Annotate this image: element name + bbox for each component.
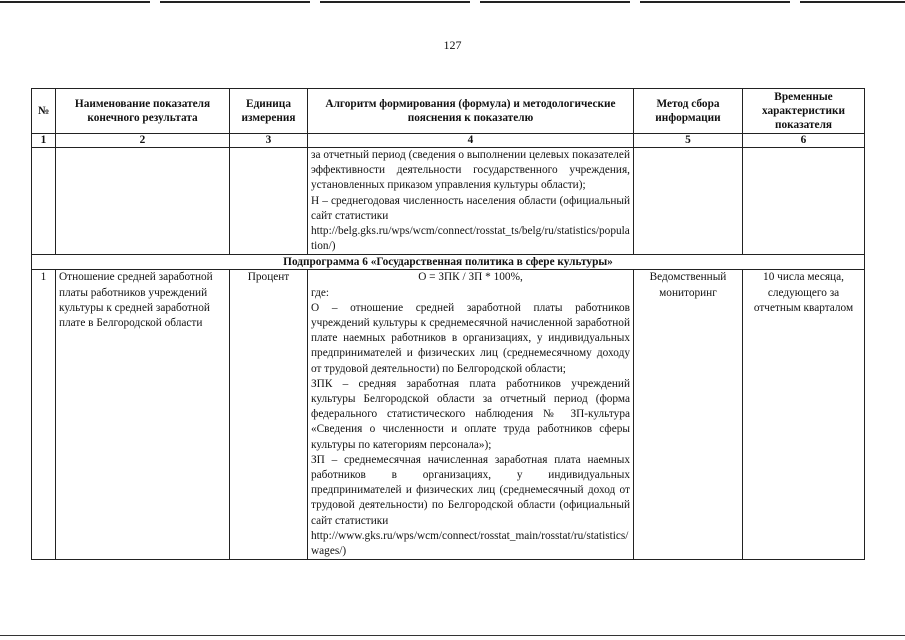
column-number-row <box>32 134 865 148</box>
continuation-paragraph-2: Н – среднегодовая численность населения области (официальный сайт статистики <box>311 194 630 222</box>
column-number: 2 <box>56 134 230 148</box>
continuation-text <box>308 148 634 255</box>
subprogram-row <box>32 255 865 270</box>
indicator-unit: Процент <box>230 270 308 560</box>
header-unit: Единица измерения <box>230 89 308 134</box>
indicator-name: Отношение средней заработной платы работников учреждений культуры к средней заработной плате в Белгородской области <box>56 270 230 560</box>
header-algorithm: Алгоритм формирования (формула) и методологические пояснения к показателю <box>308 89 634 134</box>
page-number: 127 <box>443 38 462 52</box>
header-number: № <box>32 89 56 134</box>
header-timing: Временные характеристики показателя <box>743 89 865 134</box>
indicator-algorithm <box>308 270 634 560</box>
population-stat-link: http://belg.gks.ru/wps/wcm/connect/rosstat_ts/belg/ru/statistics/population/) <box>311 225 630 253</box>
continuation-row <box>32 148 865 255</box>
collection-method: Ведомственный мониторинг <box>634 270 743 560</box>
definition-zpk: ЗПК – средняя заработная плата работников учреждений культуры Белгородской области за отчетный период (форма федерального статистического наблюдения № ЗП-культура «Сведения о численности и оплате труда работников сферы культуры по категориям персонала»); <box>311 377 630 451</box>
column-number: 3 <box>230 134 308 148</box>
page-top-edge <box>0 1 905 3</box>
column-number: 1 <box>32 134 56 148</box>
continuation-paragraph-1: за отчетный период (сведения о выполнении целевых показателей эффективности деятельности государственного учреждения, установленных приказом управления культуры области); <box>311 149 630 192</box>
table-header-row <box>32 89 865 134</box>
row-number: 1 <box>32 270 56 560</box>
formula-where: где: <box>311 286 329 299</box>
header-method: Метод сбора информации <box>634 89 743 134</box>
column-number: 4 <box>308 134 634 148</box>
definition-zp: ЗП – среднемесячная начисленная заработная плата наемных работников в организациях, у индивидуальных предпринимателей и физических лиц (среднемесячный доход от трудовой деятельности) по Белгородской области (официальный сайт статистики <box>311 453 630 527</box>
wages-stat-link: http://www.gks.ru/wps/wcm/connect/rosstat_main/rosstat/ru/statistics/wages/) <box>311 529 629 558</box>
header-indicator-name: Наименование показателя конечного результата <box>56 89 230 134</box>
indicator-row <box>32 270 865 560</box>
time-characteristics: 10 числа месяца, следующего за отчетным кварталом <box>743 270 865 560</box>
column-number: 6 <box>743 134 865 148</box>
formula: О = ЗПК / ЗП * 100%, <box>418 271 523 284</box>
page-bottom-edge <box>0 635 905 636</box>
subprogram-title: Подпрограмма 6 «Государственная политика в сфере культуры» <box>32 255 865 270</box>
indicator-table <box>31 88 865 560</box>
column-number: 5 <box>634 134 743 148</box>
definition-o: О – отношение средней заработной платы работников учреждений культуры к среднемесячной начисленной заработной плате наемных работников в организациях, у индивидуальных предпринимателей и физических лиц (среднемесячному доходу от трудовой деятельности) по Белгородской области; <box>311 301 630 375</box>
